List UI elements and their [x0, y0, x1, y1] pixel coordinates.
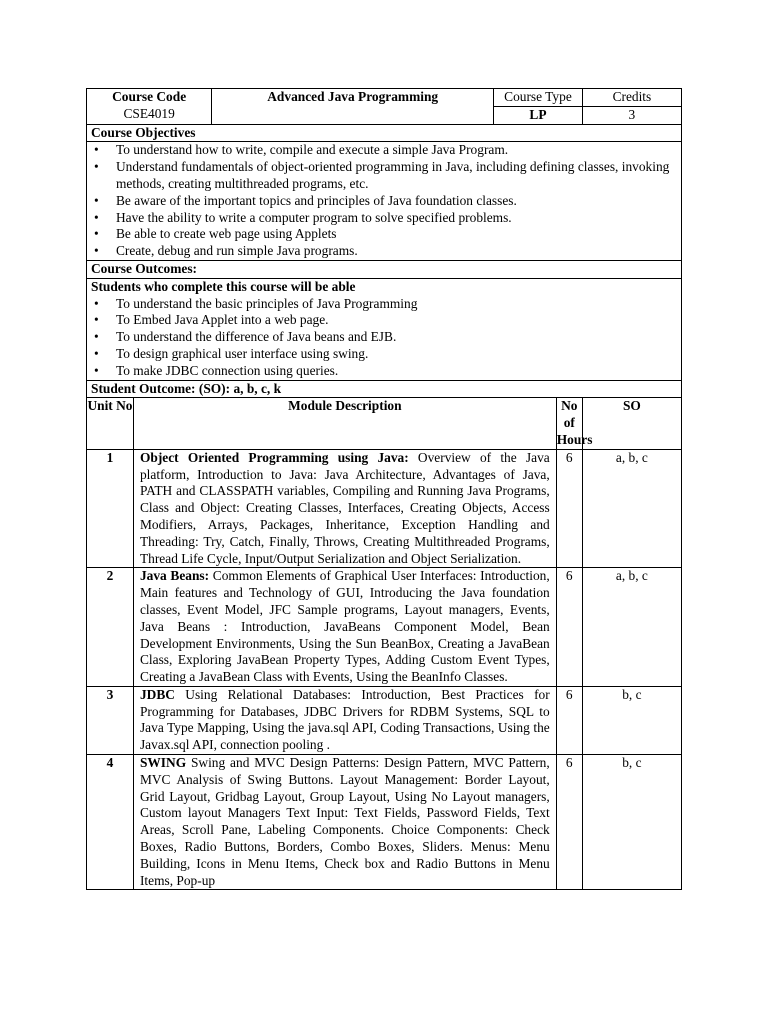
module-row	[87, 686, 682, 754]
module-row	[87, 449, 682, 568]
outcomes-heading-row	[87, 260, 682, 278]
credits-cell	[582, 89, 681, 125]
course-type-cell	[494, 89, 583, 125]
course-code-cell	[87, 89, 212, 125]
module-hours: 6	[556, 568, 582, 687]
module-unit: 3	[87, 686, 134, 754]
outcome-item: • To make JDBC connection using queries.	[91, 363, 677, 380]
module-so: b, c	[582, 755, 681, 890]
module-description-header: Module Description	[133, 398, 556, 449]
module-title: JDBC	[139, 686, 175, 702]
module-unit: 1	[87, 449, 134, 568]
objectives-heading: Course Objectives	[87, 124, 682, 142]
outcome-item: • To understand the basic principles of Java Programming	[91, 296, 677, 313]
outcomes-heading: Course Outcomes:	[87, 260, 682, 278]
module-text: Using Relational Databases: Introduction, Best Practices for Programming for Databases, JDBC Drivers for RDBM Systems, SQL to Java Type Mapping, Using the java.sql API, Coding Transactions, Using the Javax.sql API, connection pooling .	[139, 686, 550, 753]
outcome-item: • To understand the difference of Java beans and EJB.	[91, 329, 677, 346]
course-code-label: Course Code	[112, 89, 187, 104]
unit-no-header: Unit No	[87, 398, 134, 449]
course-type-value: LP	[529, 106, 547, 122]
module-description	[133, 686, 556, 754]
module-row	[87, 755, 682, 890]
module-so: a, b, c	[582, 449, 681, 568]
outcome-item: • To Embed Java Applet into a web page.	[91, 312, 677, 329]
outcomes-list-row	[87, 278, 682, 380]
objective-item: • Be aware of the important topics and principles of Java foundation classes.	[91, 193, 677, 210]
objective-item: • Understand fundamentals of object-oriented programming in Java, including defining classes, invoking methods, creating multithreaded programs, etc.	[91, 159, 677, 193]
objectives-list-row	[87, 142, 682, 261]
module-unit: 2	[87, 568, 134, 687]
outcomes-list-cell	[87, 278, 682, 380]
student-outcome-row	[87, 380, 682, 398]
module-description	[133, 449, 556, 568]
module-description	[133, 568, 556, 687]
outcomes-list	[91, 296, 677, 380]
objective-item: • To understand how to write, compile and execute a simple Java Program.	[91, 142, 677, 159]
objectives-list	[91, 142, 677, 260]
module-title: Java Beans:	[139, 568, 210, 584]
credits-value: 3	[628, 106, 636, 122]
credits-label: Credits	[583, 89, 681, 107]
syllabus-table	[86, 88, 682, 890]
course-type-label: Course Type	[494, 89, 582, 107]
module-so: b, c	[582, 686, 681, 754]
so-header: SO	[582, 398, 681, 449]
outcomes-intro: Students who complete this course will be able	[91, 278, 356, 294]
module-hours: 6	[556, 449, 582, 568]
module-unit: 4	[87, 755, 134, 890]
outcome-item: • To design graphical user interface using swing.	[91, 346, 677, 363]
module-title: Object Oriented Programming using Java:	[139, 449, 409, 465]
module-text: Overview of the Java platform, Introduction to Java: Java Architecture, Advantages of Java, PATH and CLASSPATH variables, Compiling and Running Java Programs, Class and Object: Creating Classes, Interfaces, Creating Objects, Access Modifiers, Arrays, Packages, Inheritance, Exception Handling and Threading: Try, Catch, Finally, Throws, Creating Multithreaded Programs, Thread Life Cycle, Input/Output Serialization and Object Serialization.	[139, 449, 550, 566]
module-so: a, b, c	[582, 568, 681, 687]
objective-item: • Be able to create web page using Applets	[91, 226, 677, 243]
course-title: Advanced Java Programming	[212, 89, 494, 125]
objectives-list-cell	[87, 142, 682, 261]
module-hours: 6	[556, 686, 582, 754]
module-text: Swing and MVC Design Patterns: Design Pattern, MVC Pattern, MVC Analysis of Swing Buttons. Layout Management: Border Layout, Grid Layout, Gridbag Layout, Group Layout, Using No Layout managers, Custom layout Managers Text Input: Text Fields, Password Fields, Text Areas, Scroll Pane, Labeling Components. Choice Components: Check Boxes, Radio Buttons, Borders, Combo Boxes, Sliders. Menus: Menu Building, Icons in Menu Items, Check box and Radio Buttons in Menu Items, Pop-up	[139, 755, 550, 888]
objectives-heading-row	[87, 124, 682, 142]
modules-header-row	[87, 398, 682, 449]
objective-item: • Create, debug and run simple Java programs.	[91, 243, 677, 260]
module-row	[87, 568, 682, 687]
module-description	[133, 755, 556, 890]
hours-header: No of Hours	[556, 398, 582, 449]
student-outcome: Student Outcome: (SO): a, b, c, k	[87, 380, 682, 398]
course-code-value: CSE4019	[123, 105, 175, 121]
header-row-1	[87, 89, 682, 125]
module-title: SWING	[139, 755, 187, 771]
objective-item: • Have the ability to write a computer program to solve specified problems.	[91, 210, 677, 227]
module-hours: 6	[556, 755, 582, 890]
module-text: Common Elements of Graphical User Interfaces: Introduction, Main features and Technology of GUI, Introducing the Java foundation classes, Event Model, JFC Sample programs, Layout managers, Events, Java Beans : Introduction, JavaBeans Component Model, Bean Development Environments, Using the Sun BeanBox, Creating a JavaBean Class, Exploring JavaBean Property Types, Adding Custom Event Types, Creating a JavaBean Class with Events, Using the BeanInfo Classes.	[139, 568, 550, 685]
